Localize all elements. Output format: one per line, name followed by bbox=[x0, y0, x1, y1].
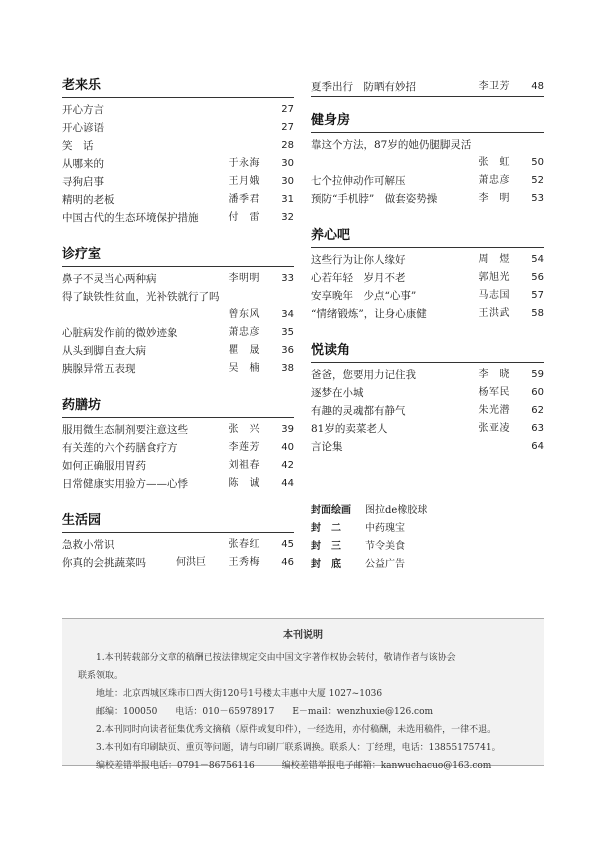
toc-entry[interactable] bbox=[62, 554, 294, 572]
toc-entry[interactable] bbox=[62, 421, 294, 439]
entry-title: 你真的会挑蔬菜吗 bbox=[62, 557, 146, 569]
section-title: 养心吧 bbox=[311, 228, 544, 248]
toc-entry[interactable] bbox=[62, 288, 294, 324]
entry-author: 郭旭光 bbox=[478, 272, 510, 283]
entry-title: 心脏病发作前的微妙迹象 bbox=[62, 327, 178, 339]
toc-entry[interactable] bbox=[62, 101, 294, 119]
entry-author: 朱光潜 bbox=[478, 405, 510, 416]
toc-entry[interactable] bbox=[62, 324, 294, 342]
entry-page: 52 bbox=[531, 175, 544, 186]
section-title: 诊疗室 bbox=[62, 247, 294, 267]
entry-page: 62 bbox=[531, 405, 544, 416]
credit-key: 封 底 bbox=[311, 559, 341, 570]
notice-line: 地址：北京西城区珠市口西大街120号1号楼太丰惠中大厦 1027~1036 bbox=[78, 689, 383, 699]
toc-entry[interactable] bbox=[62, 209, 294, 227]
toc-entry[interactable] bbox=[62, 137, 294, 155]
entry-title: 这些行为让你人缘好 bbox=[311, 254, 406, 266]
entry-title: 言论集 bbox=[311, 441, 343, 453]
credit-key: 封 二 bbox=[311, 523, 341, 534]
entry-page: 27 bbox=[281, 104, 294, 115]
entry-page: 60 bbox=[531, 387, 544, 398]
toc-entry[interactable] bbox=[62, 155, 294, 173]
entry-page: 42 bbox=[281, 460, 294, 471]
credit-value: 中药瑰宝 bbox=[365, 523, 405, 534]
entry-page: 48 bbox=[531, 81, 544, 92]
section-title: 老来乐 bbox=[62, 78, 294, 98]
entry-author: 曾东风 bbox=[228, 309, 260, 320]
notice-line: 1.本刊转载部分文章的稿酬已按法律规定交由中国文字著作权协会转付，敬请作者与该协会 bbox=[78, 653, 456, 663]
entry-title: 夏季出行 防晒有妙招 bbox=[311, 81, 416, 93]
entry-author: 张春红 bbox=[228, 539, 260, 550]
entry-author: 周 煜 bbox=[478, 254, 510, 265]
entry-author: 潘季君 bbox=[228, 194, 260, 205]
credit-line bbox=[311, 502, 427, 520]
entry-title: 七个拉伸动作可解压 bbox=[311, 175, 406, 187]
notice-line: 邮编：100050 电话：010－65978917 E－mail：wenzhuxie@126.com bbox=[78, 707, 434, 717]
cover-credits bbox=[311, 502, 427, 574]
entry-page: 27 bbox=[281, 122, 294, 133]
entry-author: 王月娥 bbox=[228, 176, 260, 187]
toc-left-column bbox=[62, 78, 294, 592]
toc-entry[interactable] bbox=[62, 342, 294, 360]
entry-page: 56 bbox=[531, 272, 544, 283]
toc-entry[interactable] bbox=[311, 251, 544, 269]
toc-entry[interactable] bbox=[311, 366, 544, 384]
toc-entry[interactable] bbox=[62, 536, 294, 554]
entry-author: 李卫芳 bbox=[478, 81, 510, 92]
toc-entry[interactable] bbox=[311, 305, 544, 323]
entry-title: 鼻子不灵当心两种病 bbox=[62, 273, 157, 285]
entry-title: 寻狗启事 bbox=[62, 176, 104, 188]
credit-line bbox=[311, 520, 427, 538]
entry-author: 陈 诚 bbox=[228, 478, 260, 489]
entry-page: 31 bbox=[281, 194, 294, 205]
section-title: 药膳坊 bbox=[62, 398, 294, 418]
credit-key: 封面绘画 bbox=[311, 505, 351, 516]
toc-section bbox=[311, 228, 544, 323]
entry-author: 何洪巨 bbox=[176, 557, 206, 568]
section-title: 健身房 bbox=[311, 113, 544, 133]
entry-page: 59 bbox=[531, 369, 544, 380]
entry-page: 38 bbox=[281, 363, 294, 374]
entry-title: 从哪来的 bbox=[62, 158, 104, 170]
notice-line: 联系领取。 bbox=[78, 671, 124, 681]
entry-title: 中国古代的生态环境保护措施 bbox=[62, 212, 199, 224]
notice-title: 本刊说明 bbox=[283, 630, 323, 641]
entry-author: 李 明 bbox=[478, 193, 510, 204]
toc-entry[interactable] bbox=[311, 172, 544, 190]
toc-entry[interactable] bbox=[311, 438, 544, 456]
toc-entry[interactable] bbox=[62, 360, 294, 378]
toc-entry[interactable] bbox=[311, 136, 544, 172]
entry-title: 心若年轻 岁月不老 bbox=[311, 272, 406, 284]
entry-page: 50 bbox=[531, 157, 544, 168]
entry-page: 32 bbox=[281, 212, 294, 223]
entry-page: 45 bbox=[281, 539, 294, 550]
entry-page: 58 bbox=[531, 308, 544, 319]
entry-title: 开心方言 bbox=[62, 104, 104, 116]
toc-entry[interactable] bbox=[62, 457, 294, 475]
entry-author: 王洪武 bbox=[478, 308, 510, 319]
toc-entry[interactable] bbox=[62, 173, 294, 191]
toc-entry[interactable] bbox=[311, 190, 544, 208]
toc-entry[interactable] bbox=[311, 384, 544, 402]
toc-entry[interactable] bbox=[311, 402, 544, 420]
toc-entry[interactable] bbox=[62, 191, 294, 209]
entry-author: 李莲芳 bbox=[228, 442, 260, 453]
entry-author: 于永海 bbox=[228, 158, 260, 169]
entry-author: 瞿 晟 bbox=[228, 345, 260, 356]
notice-line: 2.本刊同时向读者征集优秀文摘稿（原件或复印件），一经选用，亦付稿酬，未选用稿件，一律不退。 bbox=[78, 725, 497, 735]
credit-value: 节令美食 bbox=[365, 541, 405, 552]
toc-section bbox=[62, 78, 294, 227]
entry-page: 54 bbox=[531, 254, 544, 265]
entry-author: 萧忠彦 bbox=[228, 327, 260, 338]
entry-title: 日常健康实用验方——心悸 bbox=[62, 478, 188, 490]
section-title: 生活园 bbox=[62, 513, 294, 533]
entry-author: 马志国 bbox=[478, 290, 510, 301]
toc-entry[interactable] bbox=[311, 78, 544, 96]
toc-entry[interactable] bbox=[62, 119, 294, 137]
entry-title: 笑 话 bbox=[62, 140, 94, 152]
entry-title: 安享晚年 少点“心事” bbox=[311, 290, 417, 302]
entry-author: 张 兴 bbox=[228, 424, 260, 435]
notice-line: 3.本刊如有印刷缺页、重页等问题，请与印刷厂联系调换。联系人：丁经理，电话：13855175741。 bbox=[78, 743, 501, 753]
section-title: 悦读角 bbox=[311, 343, 544, 363]
entry-author: 张亚凌 bbox=[478, 423, 510, 434]
entry-author: 付 雷 bbox=[228, 212, 260, 223]
toc-section bbox=[62, 247, 294, 378]
toc-section bbox=[311, 113, 544, 208]
entry-title: 逐梦在小城 bbox=[311, 387, 364, 399]
notice-line: 编校差错举报电话：0791－86756116 编校差错举报电子邮箱：kanwuchacuo@163.com bbox=[78, 761, 492, 771]
entry-author: 张 虹 bbox=[478, 157, 510, 168]
toc-entry[interactable] bbox=[62, 270, 294, 288]
entry-title: 靠这个方法，87岁的她仍腿脚灵活 bbox=[311, 139, 472, 151]
toc-entry[interactable] bbox=[62, 439, 294, 457]
notice-box bbox=[62, 618, 544, 771]
credit-line bbox=[311, 556, 427, 574]
entry-title: 急救小常识 bbox=[62, 539, 115, 551]
entry-title: 得了缺铁性贫血，光补铁就行了吗 bbox=[62, 291, 220, 303]
entry-author: 刘祖春 bbox=[228, 460, 260, 471]
entry-page: 57 bbox=[531, 290, 544, 301]
toc-entry[interactable] bbox=[311, 287, 544, 305]
entry-page: 53 bbox=[531, 193, 544, 204]
entry-author: 李明明 bbox=[228, 273, 260, 284]
entry-page: 36 bbox=[281, 345, 294, 356]
toc-entry[interactable] bbox=[311, 420, 544, 438]
entry-page: 30 bbox=[281, 158, 294, 169]
divider bbox=[311, 96, 544, 97]
entry-title: 81岁的卖菜老人 bbox=[311, 423, 388, 435]
toc-section bbox=[62, 398, 294, 493]
entry-page: 28 bbox=[281, 140, 294, 151]
toc-section bbox=[62, 513, 294, 572]
entry-page: 63 bbox=[531, 423, 544, 434]
entry-title: 精明的老板 bbox=[62, 194, 115, 206]
entry-page: 35 bbox=[281, 327, 294, 338]
entry-title: 胰腺异常五表现 bbox=[62, 363, 136, 375]
entry-author: 王秀梅 bbox=[228, 557, 260, 568]
entry-author: 杨军民 bbox=[478, 387, 510, 398]
entry-title: 开心谚语 bbox=[62, 122, 104, 134]
toc-right-column bbox=[311, 78, 544, 476]
entry-page: 40 bbox=[281, 442, 294, 453]
entry-title: 有关莲的六个药膳食疗方 bbox=[62, 442, 178, 454]
entry-author: 李 晓 bbox=[478, 369, 510, 380]
entry-title: 爸爸，您要用力记住我 bbox=[311, 369, 416, 381]
entry-page: 64 bbox=[531, 441, 544, 452]
entry-page: 46 bbox=[281, 557, 294, 568]
entry-title: 从头到脚自查大病 bbox=[62, 345, 146, 357]
entry-page: 44 bbox=[281, 478, 294, 489]
toc-entry[interactable] bbox=[311, 269, 544, 287]
entry-title: 预防“手机脖” 做套姿势操 bbox=[311, 193, 438, 205]
entry-page: 39 bbox=[281, 424, 294, 435]
entry-title: 如何正确服用胃药 bbox=[62, 460, 146, 472]
toc-section bbox=[311, 343, 544, 456]
toc-entry[interactable] bbox=[62, 475, 294, 493]
entry-author: 萧忠彦 bbox=[478, 175, 510, 186]
credit-line bbox=[311, 538, 427, 556]
entry-page: 33 bbox=[281, 273, 294, 284]
entry-page: 30 bbox=[281, 176, 294, 187]
entry-title: “情绪锻炼”，让身心康健 bbox=[311, 308, 427, 320]
entry-title: 有趣的灵魂都有静气 bbox=[311, 405, 406, 417]
credit-key: 封 三 bbox=[311, 541, 341, 552]
credit-value: 公益广告 bbox=[365, 559, 405, 570]
entry-author: 吴 楠 bbox=[228, 363, 260, 374]
entry-page: 34 bbox=[281, 309, 294, 320]
entry-title: 服用微生态制剂要注意这些 bbox=[62, 424, 188, 436]
credit-value: 图拉de橡胶球 bbox=[365, 505, 428, 516]
